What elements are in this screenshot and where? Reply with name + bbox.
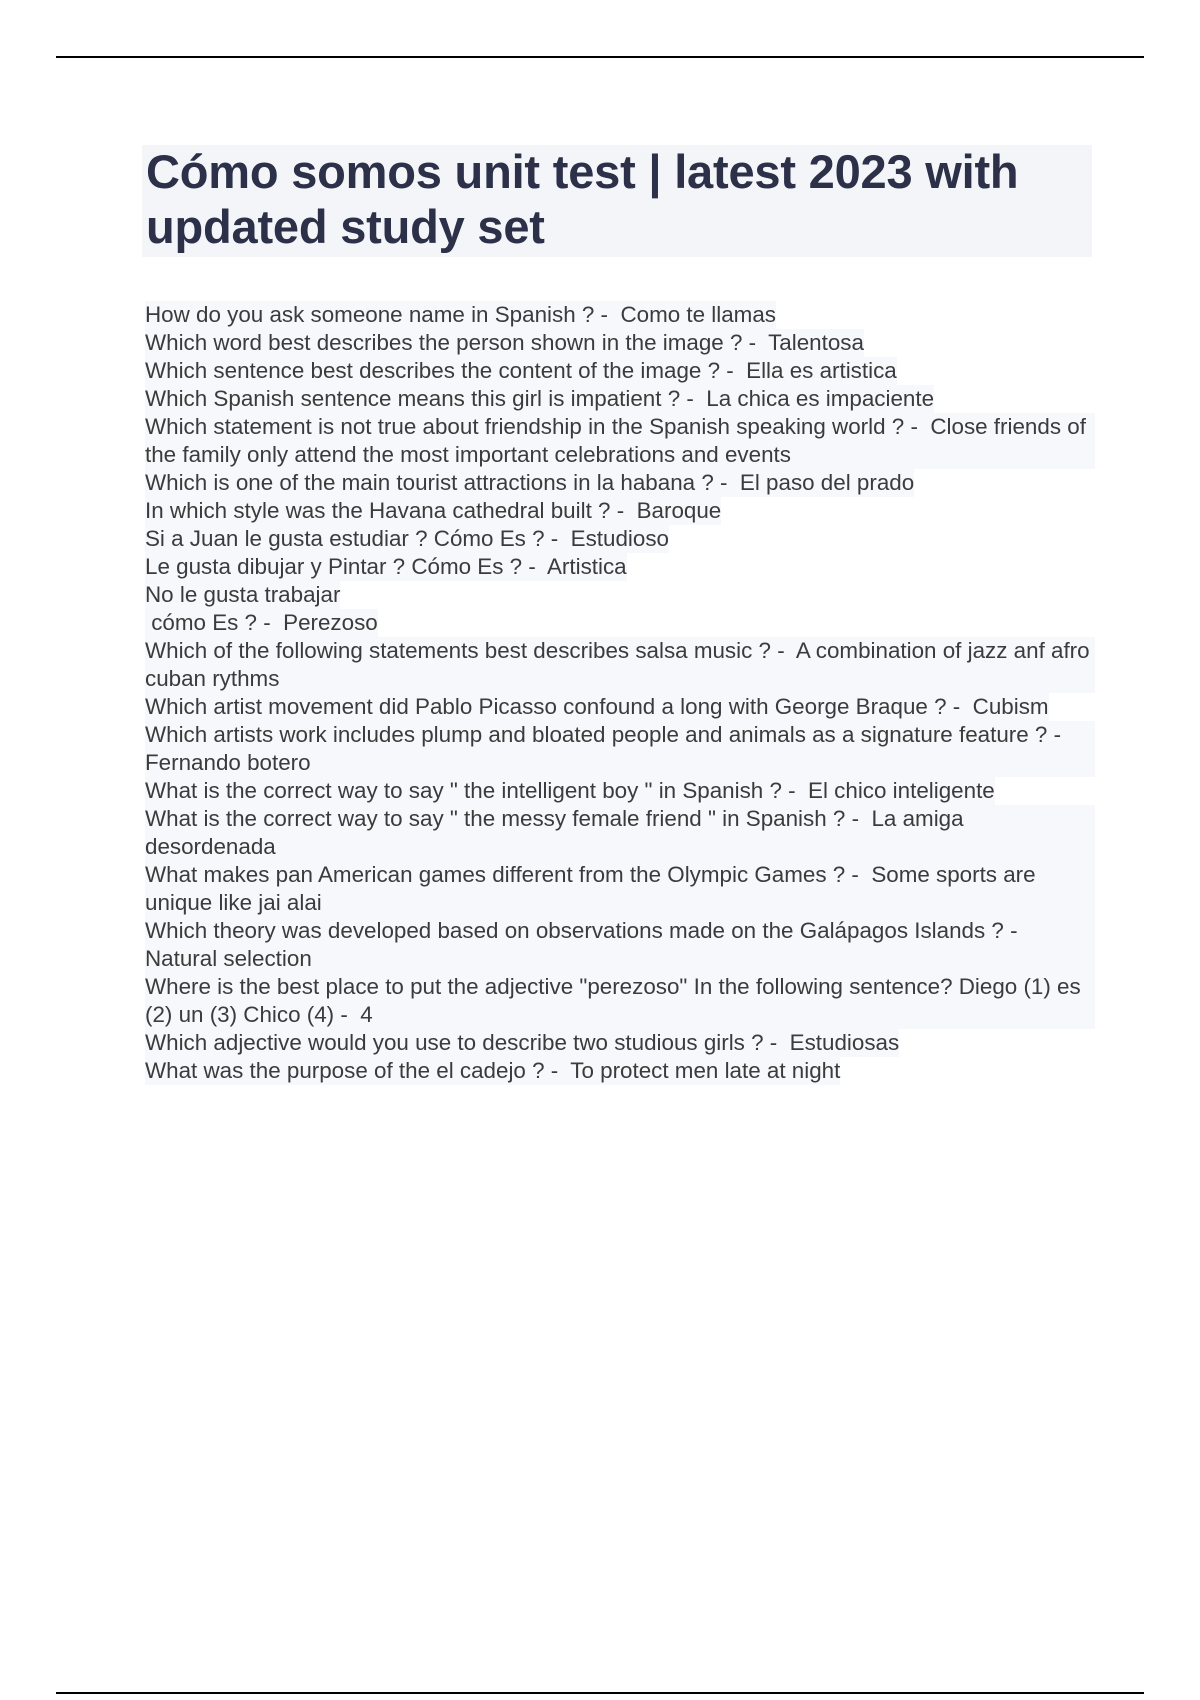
header-rule [56, 56, 1144, 58]
qa-line: Which of the following statements best describes salsa music ? - A combination of jazz anf afro cuban rythms [145, 638, 1096, 691]
qa-line: cómo Es ? - Perezoso [145, 610, 378, 635]
document-title: Cómo somos unit test | latest 2023 with updated study set [146, 145, 1019, 253]
qa-line: Where is the best place to put the adjective "perezoso" In the following sentence? Diego (1) es (2) un (3) Chico (4) - 4 [145, 973, 1095, 1029]
question-answer-list [145, 301, 1095, 1085]
qa-line: No le gusta trabajar [145, 582, 341, 607]
footer-rule [56, 1692, 1144, 1694]
qa-line: Which theory was developed based on observations made on the Galápagos Islands ? - Natural selection [145, 917, 1095, 973]
qa-line: Which artists work includes plump and bloated people and animals as a signature feature ? - Fernando botero [145, 721, 1095, 777]
qa-line: Si a Juan le gusta estudiar ? Cómo Es ? - Estudioso [145, 526, 669, 551]
qa-line: Which sentence best describes the content of the image ? - Ella es artistica [145, 358, 897, 383]
qa-line: Which artist movement did Pablo Picasso confound a long with George Braque ? - Cubism [145, 694, 1049, 719]
qa-line: Which word best describes the person shown in the image ? - Talentosa [145, 330, 864, 355]
qa-line: In which style was the Havana cathedral built ? - Baroque [145, 498, 722, 523]
qa-line: What is the correct way to say " the intelligent boy " in Spanish ? - El chico inteligente [145, 778, 995, 803]
qa-line: Which statement is not true about friendship in the Spanish speaking world ? - Close friends of the family only attend the most important celebrations and events [145, 413, 1095, 469]
qa-line: What was the purpose of the el cadejo ? - To protect men late at night [145, 1058, 841, 1083]
qa-line: Le gusta dibujar y Pintar ? Cómo Es ? - Artistica [145, 554, 627, 579]
qa-line: Which Spanish sentence means this girl is impatient ? - La chica es impaciente [145, 386, 935, 411]
qa-line: Which adjective would you use to describe two studious girls ? - Estudiosas [145, 1030, 900, 1055]
qa-line: What is the correct way to say " the messy female friend " in Spanish ? - La amiga desordenada [145, 805, 1095, 861]
qa-line: Which is one of the main tourist attractions in la habana ? - El paso del prado [145, 470, 915, 495]
qa-line: How do you ask someone name in Spanish ? - Como te llamas [145, 302, 776, 327]
qa-line: What makes pan American games different from the Olympic Games ? - Some sports are unique like jai alai [145, 861, 1095, 917]
